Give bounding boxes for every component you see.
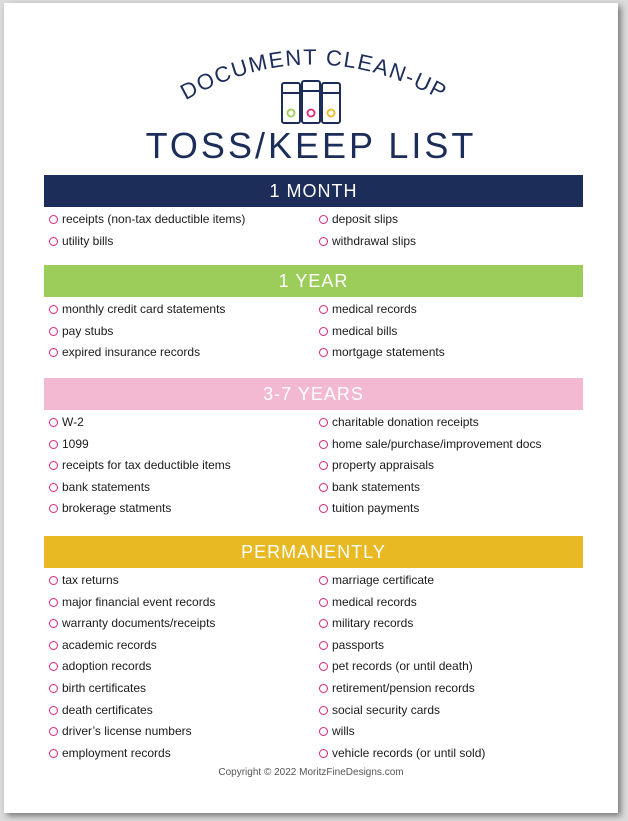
circle-bullet-icon xyxy=(49,684,58,693)
column-left xyxy=(44,209,314,252)
list-item-label: medical records xyxy=(332,594,417,609)
list-item xyxy=(44,613,314,635)
circle-bullet-icon xyxy=(319,662,328,671)
list-item-label: vehicle records (or until sold) xyxy=(332,745,486,760)
list-item xyxy=(314,434,583,456)
circle-bullet-icon xyxy=(319,598,328,607)
list-item-label: monthly credit card statements xyxy=(62,302,226,316)
circle-bullet-icon xyxy=(319,641,328,650)
list-item xyxy=(44,592,314,614)
column-left xyxy=(44,412,314,520)
list-item-label: medical records xyxy=(332,302,417,316)
circle-bullet-icon xyxy=(319,504,328,513)
circle-bullet-icon xyxy=(49,305,58,314)
list-item xyxy=(314,412,583,434)
list-item-label: academic records xyxy=(62,637,157,652)
subtitle-arc-text: DOCUMENT CLEAN-UP xyxy=(176,44,452,105)
column-left xyxy=(44,299,314,364)
section-title: 3-7 YEARS xyxy=(44,378,583,410)
column-right xyxy=(314,299,583,364)
section-1 xyxy=(44,265,583,364)
list-item xyxy=(44,635,314,657)
copyright-footer: Copyright © 2022 MoritzFineDesigns.com xyxy=(218,767,404,778)
circle-bullet-icon xyxy=(49,327,58,336)
list-item-label: marriage certificate xyxy=(332,573,435,587)
list-item-label: social security cards xyxy=(332,702,441,717)
list-item-label: adoption records xyxy=(62,659,152,674)
list-item xyxy=(44,209,314,231)
column-right xyxy=(314,412,583,520)
list-item xyxy=(44,477,314,499)
list-item xyxy=(44,721,314,743)
list-item xyxy=(314,613,583,635)
circle-bullet-icon xyxy=(319,483,328,492)
circle-bullet-icon xyxy=(49,461,58,470)
list-item xyxy=(44,455,314,477)
list-item xyxy=(314,299,583,321)
list-item-label: wills xyxy=(332,724,355,739)
section-0 xyxy=(44,175,583,252)
section-title: PERMANENTLY xyxy=(44,536,583,568)
circle-bullet-icon xyxy=(49,576,58,585)
circle-bullet-icon xyxy=(49,641,58,650)
list-item xyxy=(44,321,314,343)
list-item-label: pay stubs xyxy=(62,323,114,338)
section-2 xyxy=(44,378,583,520)
list-item-label: tuition payments xyxy=(332,501,420,516)
list-item-label: deposit slips xyxy=(332,212,399,226)
list-item-label: retirement/pension records xyxy=(332,680,475,695)
circle-bullet-icon xyxy=(319,305,328,314)
list-item-label: employment records xyxy=(62,745,171,760)
list-item-label: passports xyxy=(332,637,385,652)
circle-bullet-icon xyxy=(49,418,58,427)
list-item xyxy=(314,570,583,592)
list-item xyxy=(44,743,314,765)
list-item xyxy=(44,700,314,722)
circle-bullet-icon xyxy=(49,483,58,492)
list-item xyxy=(314,743,583,765)
list-item xyxy=(314,498,583,520)
section-title: 1 MONTH xyxy=(44,175,583,207)
column-right xyxy=(314,209,583,252)
circle-bullet-icon xyxy=(319,619,328,628)
list-item xyxy=(314,656,583,678)
column-right xyxy=(314,570,583,764)
list-item-label: withdrawal slips xyxy=(332,233,417,248)
circle-bullet-icon xyxy=(49,504,58,513)
list-item xyxy=(314,592,583,614)
list-item-label: bank statements xyxy=(62,479,151,494)
circle-bullet-icon xyxy=(319,727,328,736)
list-item-label: military records xyxy=(332,616,414,631)
list-item xyxy=(314,231,583,253)
circle-bullet-icon xyxy=(49,598,58,607)
list-item xyxy=(44,678,314,700)
printable-page xyxy=(4,3,618,813)
circle-bullet-icon xyxy=(319,684,328,693)
page-title: TOSS/KEEP LIST xyxy=(145,125,477,166)
list-item-label: birth certificates xyxy=(62,680,147,695)
circle-bullet-icon xyxy=(319,440,328,449)
circle-bullet-icon xyxy=(49,619,58,628)
list-item xyxy=(314,721,583,743)
list-item xyxy=(314,209,583,231)
list-item-label: W-2 xyxy=(62,415,84,429)
list-item xyxy=(314,455,583,477)
list-item-label: utility bills xyxy=(62,233,114,248)
circle-bullet-icon xyxy=(49,706,58,715)
section-title: 1 YEAR xyxy=(44,265,583,297)
circle-bullet-icon xyxy=(319,461,328,470)
circle-bullet-icon xyxy=(319,237,328,246)
list-item xyxy=(314,342,583,364)
list-item-label: driver’s license numbers xyxy=(62,724,192,739)
list-item-label: tax returns xyxy=(62,573,119,587)
circle-bullet-icon xyxy=(319,215,328,224)
list-item-label: death certificates xyxy=(62,702,153,717)
list-item xyxy=(314,700,583,722)
circle-bullet-icon xyxy=(49,440,58,449)
list-item-label: expired insurance records xyxy=(62,345,201,360)
list-item-label: major financial event records xyxy=(62,594,216,609)
list-item-label: brokerage statments xyxy=(62,501,172,516)
list-item xyxy=(314,635,583,657)
circle-bullet-icon xyxy=(49,237,58,246)
circle-bullet-icon xyxy=(49,727,58,736)
list-item xyxy=(44,656,314,678)
circle-bullet-icon xyxy=(319,348,328,357)
list-item xyxy=(44,434,314,456)
list-item-label: warranty documents/receipts xyxy=(62,616,216,631)
list-item xyxy=(44,231,314,253)
list-item-label: medical bills xyxy=(332,323,398,338)
list-item xyxy=(314,321,583,343)
circle-bullet-icon xyxy=(49,215,58,224)
list-item xyxy=(44,299,314,321)
column-left xyxy=(44,570,314,764)
circle-bullet-icon xyxy=(49,662,58,671)
list-item xyxy=(44,498,314,520)
list-item xyxy=(44,412,314,434)
circle-bullet-icon xyxy=(49,749,58,758)
list-item-label: receipts for tax deductible items xyxy=(62,458,231,473)
list-item-label: bank statements xyxy=(332,479,421,494)
list-item xyxy=(314,477,583,499)
list-item xyxy=(44,342,314,364)
circle-bullet-icon xyxy=(319,706,328,715)
section-3 xyxy=(44,536,583,764)
circle-bullet-icon xyxy=(319,327,328,336)
circle-bullet-icon xyxy=(319,418,328,427)
list-item xyxy=(314,678,583,700)
list-item-label: home sale/purchase/improvement docs xyxy=(332,436,542,451)
list-item-label: 1099 xyxy=(62,436,89,451)
list-item xyxy=(44,570,314,592)
list-item-label: pet records (or until death) xyxy=(332,659,473,674)
list-item-label: mortgage statements xyxy=(332,345,445,360)
circle-bullet-icon xyxy=(319,749,328,758)
circle-bullet-icon xyxy=(49,348,58,357)
list-item-label: property appraisals xyxy=(332,458,435,473)
list-item-label: receipts (non-tax deductible items) xyxy=(62,212,246,226)
list-item-label: charitable donation receipts xyxy=(332,415,479,429)
circle-bullet-icon xyxy=(319,576,328,585)
